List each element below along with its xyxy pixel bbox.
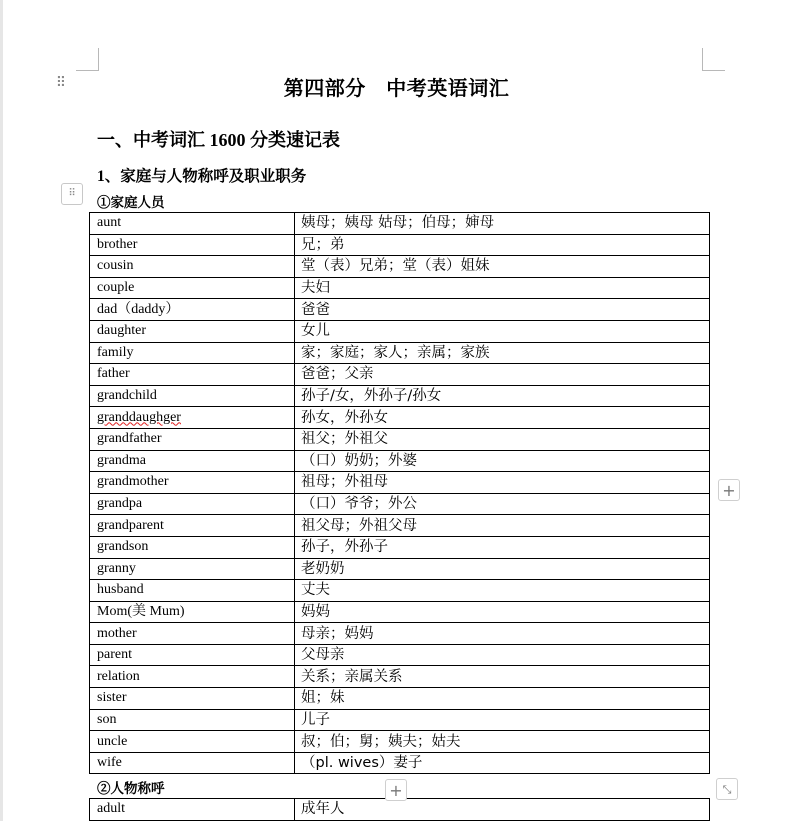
section-heading: 一、中考词汇 1600 分类速记表	[97, 130, 340, 150]
vocab-table-body	[90, 799, 710, 821]
meaning-cell[interactable]: 妈妈	[295, 601, 710, 623]
meaning-cell[interactable]: 姐；妹	[295, 688, 710, 710]
word-cell[interactable]: cousin	[90, 256, 295, 278]
table-row	[90, 256, 710, 278]
meaning-cell[interactable]: 孙子/女，外孙子/孙女	[295, 385, 710, 407]
word-cell[interactable]: mother	[90, 623, 295, 645]
meaning-cell[interactable]: 成年人	[295, 799, 710, 821]
table-row	[90, 493, 710, 515]
meaning-cell[interactable]: 叔；伯；舅；姨夫；姑夫	[295, 731, 710, 753]
word-cell[interactable]: family	[90, 342, 295, 364]
word-cell[interactable]: wife	[90, 752, 295, 774]
table-row	[90, 407, 710, 429]
meaning-cell[interactable]: 女儿	[295, 320, 710, 342]
word-cell[interactable]: adult	[90, 799, 295, 821]
table-row	[90, 385, 710, 407]
vocab-table-family	[89, 212, 710, 774]
page-margin-corner-top-right	[702, 48, 725, 71]
vocab-table-body	[90, 213, 710, 774]
meaning-cell[interactable]: 老奶奶	[295, 558, 710, 580]
meaning-cell[interactable]: 祖母；外祖母	[295, 472, 710, 494]
table-row	[90, 580, 710, 602]
page-title: 第四部分 中考英语词汇	[283, 78, 510, 100]
word-cell[interactable]: parent	[90, 644, 295, 666]
table-row	[90, 299, 710, 321]
table-row	[90, 536, 710, 558]
page-margin-corner-top-left	[76, 48, 99, 71]
category-label-family: ①家庭人员	[97, 195, 165, 210]
meaning-cell[interactable]: 兄；弟	[295, 234, 710, 256]
table-row	[90, 752, 710, 774]
word-cell[interactable]: granny	[90, 558, 295, 580]
meaning-cell[interactable]: 父母亲	[295, 644, 710, 666]
meaning-cell[interactable]: 关系；亲属关系	[295, 666, 710, 688]
vocab-table-people	[89, 798, 710, 821]
word-cell[interactable]: relation	[90, 666, 295, 688]
table-row	[90, 428, 710, 450]
table-row	[90, 666, 710, 688]
word-cell[interactable]: grandparent	[90, 515, 295, 537]
table-row	[90, 515, 710, 537]
meaning-cell[interactable]: （口）奶奶；外婆	[295, 450, 710, 472]
table-resize-icon[interactable]: ⤡	[716, 778, 738, 800]
word-cell[interactable]: sister	[90, 688, 295, 710]
table-row	[90, 472, 710, 494]
table-row	[90, 450, 710, 472]
word-cell[interactable]: couple	[90, 277, 295, 299]
table-row	[90, 709, 710, 731]
table-row	[90, 688, 710, 710]
table-row	[90, 644, 710, 666]
word-cell[interactable]: husband	[90, 580, 295, 602]
meaning-cell[interactable]: 夫妇	[295, 277, 710, 299]
meaning-cell[interactable]: （口）爷爷；外公	[295, 493, 710, 515]
word-cell[interactable]: grandson	[90, 536, 295, 558]
paragraph-drag-handle-icon[interactable]: ⠿	[55, 75, 67, 91]
word-cell[interactable]: aunt	[90, 213, 295, 235]
page-left-edge	[0, 0, 3, 821]
subsection-heading: 1、家庭与人物称呼及职业职务	[97, 168, 307, 185]
table-row	[90, 277, 710, 299]
meaning-cell[interactable]: 母亲；妈妈	[295, 623, 710, 645]
word-cell[interactable]: brother	[90, 234, 295, 256]
word-cell[interactable]: dad（daddy）	[90, 299, 295, 321]
table-row	[90, 601, 710, 623]
meaning-cell[interactable]: 丈夫	[295, 580, 710, 602]
table-row	[90, 558, 710, 580]
meaning-cell[interactable]: 爸爸；父亲	[295, 364, 710, 386]
add-column-button[interactable]: +	[718, 479, 740, 501]
table-move-handle-icon[interactable]: ⠿	[61, 183, 83, 205]
word-cell[interactable]: uncle	[90, 731, 295, 753]
word-cell[interactable]: grandmother	[90, 472, 295, 494]
table-row	[90, 623, 710, 645]
word-cell[interactable]: Mom(美 Mum)	[90, 601, 295, 623]
table-row	[90, 799, 710, 821]
word-cell[interactable]: father	[90, 364, 295, 386]
table-row	[90, 364, 710, 386]
word-cell[interactable]: grandpa	[90, 493, 295, 515]
word-cell[interactable]: grandma	[90, 450, 295, 472]
meaning-cell[interactable]: 爸爸	[295, 299, 710, 321]
word-cell[interactable]: son	[90, 709, 295, 731]
meaning-cell[interactable]: 儿子	[295, 709, 710, 731]
table-row	[90, 213, 710, 235]
meaning-cell[interactable]: （pl. wives）妻子	[295, 752, 710, 774]
table-row	[90, 320, 710, 342]
category-label-people: ②人物称呼	[97, 781, 165, 796]
word-cell[interactable]: grandfather	[90, 428, 295, 450]
meaning-cell[interactable]: 祖父母；外祖父母	[295, 515, 710, 537]
table-row	[90, 342, 710, 364]
meaning-cell[interactable]: 孙女，外孙女	[295, 407, 710, 429]
table-row	[90, 731, 710, 753]
add-row-button[interactable]: +	[385, 779, 407, 801]
meaning-cell[interactable]: 孙子，外孙子	[295, 536, 710, 558]
meaning-cell[interactable]: 堂（表）兄弟；堂（表）姐妹	[295, 256, 710, 278]
meaning-cell[interactable]: 姨母；姨母 姑母；伯母；婶母	[295, 213, 710, 235]
meaning-cell[interactable]: 家；家庭；家人；亲属；家族	[295, 342, 710, 364]
word-cell[interactable]: daughter	[90, 320, 295, 342]
word-cell[interactable]: granddaughger	[90, 407, 295, 429]
word-cell[interactable]: grandchild	[90, 385, 295, 407]
meaning-cell[interactable]: 祖父；外祖父	[295, 428, 710, 450]
table-row	[90, 234, 710, 256]
